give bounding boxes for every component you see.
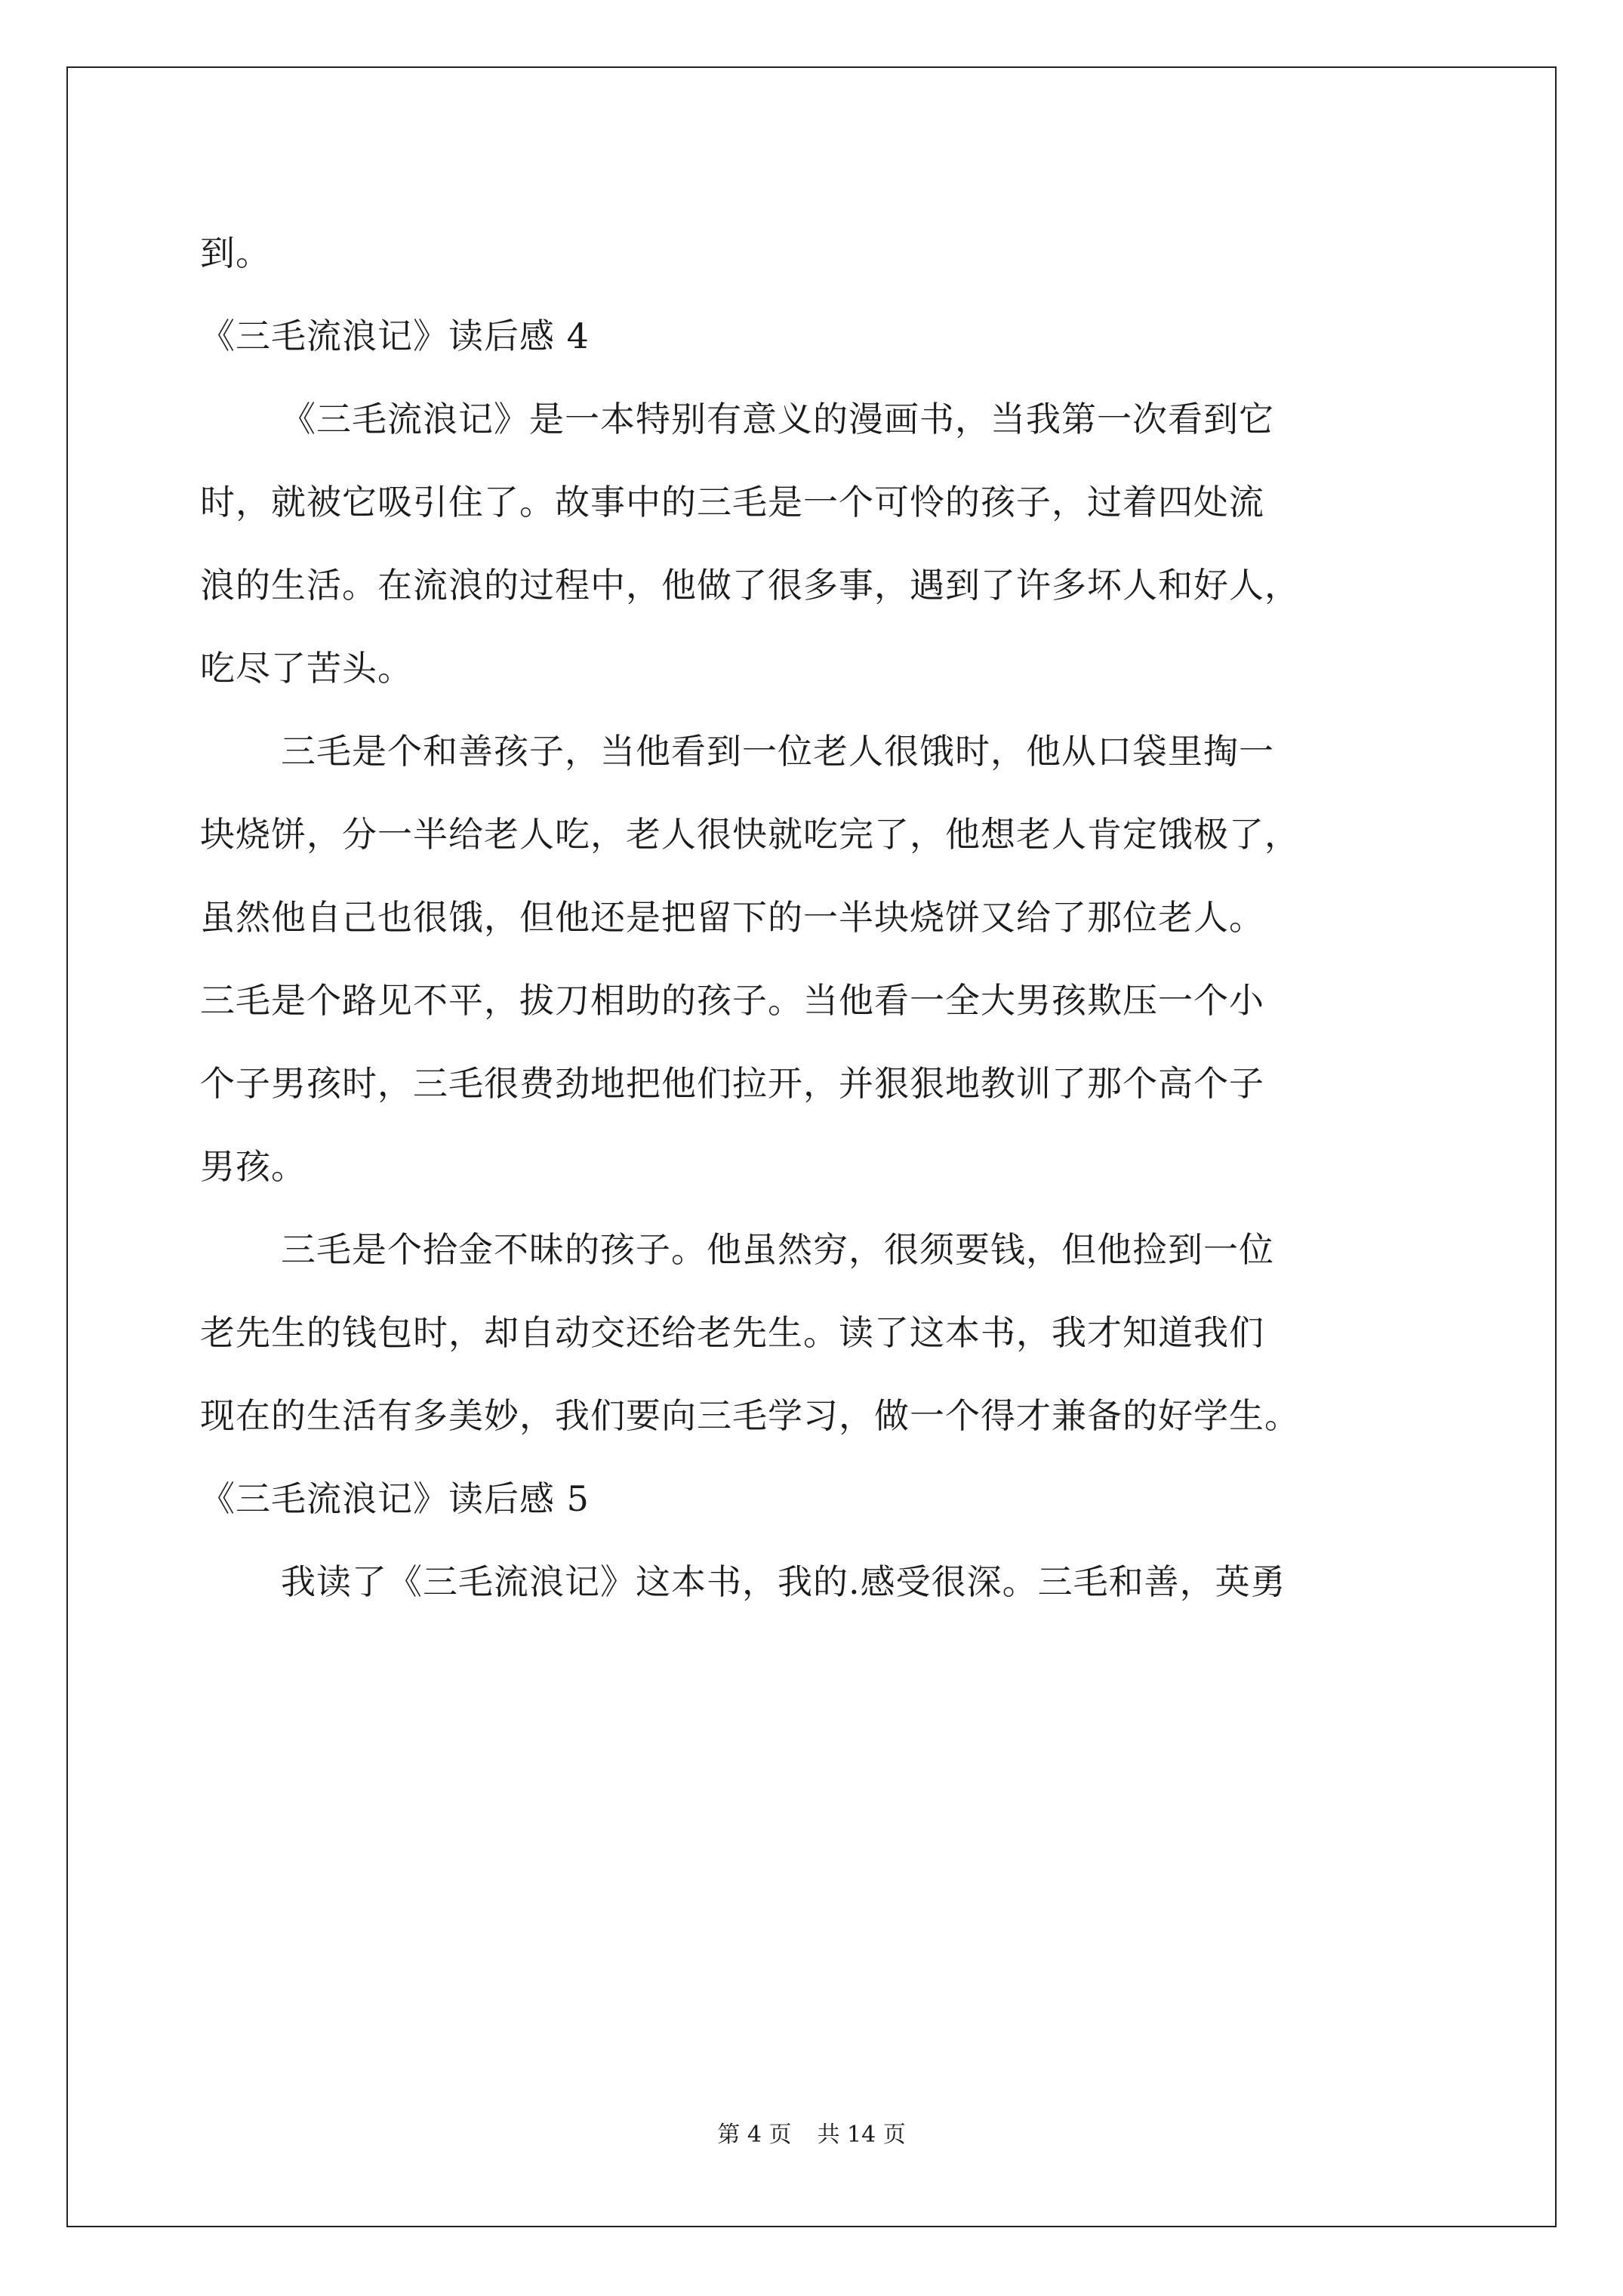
text-line: 个子男孩时，三毛很费劲地把他们拉开，并狠狠地教训了那个高个子 [200, 1063, 1264, 1104]
text-line: 男孩。 [200, 1146, 306, 1187]
paragraph-first-line: 三毛是个和善孩子，当他看到一位老人很饿时，他从口袋里掏一 [281, 731, 1274, 772]
text-line: 到。 [200, 233, 271, 273]
section-heading: 《三毛流浪记》读后感 5 [200, 1478, 590, 1519]
text-line: 吃尽了苦头。 [200, 648, 413, 689]
text-line: 浪的生活。在流浪的过程中，他做了很多事，遇到了许多坏人和好人， [200, 565, 1300, 606]
paragraph-first-line: 三毛是个拾金不昧的孩子。他虽然穷，很须要钱，但他捡到一位 [281, 1229, 1274, 1270]
text-line: 三毛是个路见不平，拔刀相助的孩子。当他看一全大男孩欺压一个小 [200, 980, 1264, 1021]
section-heading: 《三毛流浪记》读后感 4 [200, 316, 590, 356]
page-footer [0, 2120, 1623, 2150]
text-line: 虽然他自己也很饿，但他还是把留下的一半块烧饼又给了那位老人。 [200, 897, 1264, 938]
paragraph-first-line: 我读了《三毛流浪记》这本书，我的.感受很深。三毛和善，英勇 [281, 1561, 1286, 1602]
text-line: 时，就被它吸引住了。故事中的三毛是一个可怜的孩子，过着四处流 [200, 482, 1264, 522]
page-total: 共 14 页 [817, 2122, 906, 2148]
text-line: 块烧饼，分一半给老人吃，老人很快就吃完了，他想老人肯定饿极了， [200, 814, 1300, 855]
text-line: 老先生的钱包时，却自动交还给老先生。读了这本书，我才知道我们 [200, 1312, 1264, 1353]
paragraph-first-line: 《三毛流浪记》是一本特别有意义的漫画书，当我第一次看到它 [281, 399, 1274, 439]
text-line: 现在的生活有多美妙，我们要向三毛学习，做一个得才兼备的好学生。 [200, 1395, 1300, 1436]
page-number: 第 4 页 [717, 2122, 792, 2148]
